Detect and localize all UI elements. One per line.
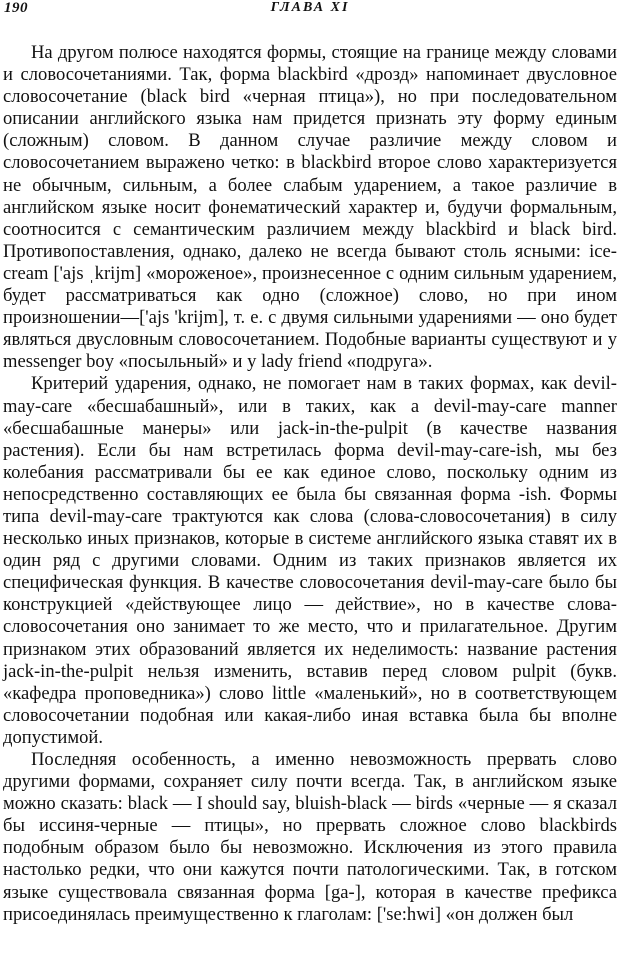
- running-head: ГЛАВА XI: [270, 0, 350, 15]
- paragraph: На другом полюсе находятся формы, стоящие на границе между словами и словосочетаниями. Так, форма blackbird «дрозд» напоминает двусловное словосочетание (black bird «черная птица»), но при последовательном описании английского языка нам придется признать эту форму единым (сложным) словом. В данном случае различие между словом и словосочетанием выражено четко: в blackbird второе слово характеризуется не обычным, сильным, а более слабым ударением, а такое различие в английском языке носит фонематический характер и, будучи формальным, соотносится с семантическим различием между blackbird и black bird. Противопоставления, однако, далеко не всегда бывают столь ясными: ice-cream ['ajs ˌkrijm] «мороженое», произнесенное с одним сильным ударением, будет рассматриваться как одно (сложное) слово, но при ином произношении—['ajs 'krijm], т. е. с двумя сильными ударениями — оно будет являться двусловным словосочетанием. Подобные варианты существуют и у messenger boy «посыльный» и у lady friend «подруга».: [3, 42, 617, 373]
- paragraph: Последняя особенность, а именно невозможность прервать слово другими формами, сохраняет силу почти всегда. Так, в английском языке можно сказать: black — I should say, bluish-black — birds «черные — я сказал бы иссиня-черные — птицы», но прервать сложное слово blackbirds подобным образом было бы невозможно. Исключения из этого правила настолько редки, что они кажутся почти патологическими. Так, в готском языке существовала связанная форма [ga-], которая в качестве префикса присоединялась преимущественно к глаголам: ['se:hwi] «он должен был: [3, 749, 617, 925]
- body-text: [3, 42, 617, 926]
- paragraph: Критерий ударения, однако, не помогает нам в таких формах, как devil-may-care «бесшабашный», или в таких, как a devil-may-care manner «бесшабашные манеры» или jack-in-the-pulpit (в качестве названия растения). Если бы нам встретилась форма devil-may-care-ish, мы без колебания рассматривали бы ее как единое слово, поскольку одним из непосредственно составляющих ее была бы связанная форма -ish. Формы типа devil-may-care трактуются как слова (слова-словосочетания) в силу несколько иных признаков, которые в системе английского языка ставят их в один ряд с другими словами. Одним из таких признаков является их специфическая функция. В качестве словосочетания devil-may-care было бы конструкцией «действующее лицо — действие», но в качестве слова-словосочетания оно занимает то же место, что и прилагательное. Другим признаком этих образований является их неделимость: название растения jack-in-the-pulpit нельзя изменить, вставив перед словом pulpit (букв. «кафедра проповедника») слово little «маленький», но в соответствующем словосочетании подобная или какая-либо иная вставка была бы вполне допустимой.: [3, 373, 617, 748]
- page-number: 190: [4, 0, 28, 16]
